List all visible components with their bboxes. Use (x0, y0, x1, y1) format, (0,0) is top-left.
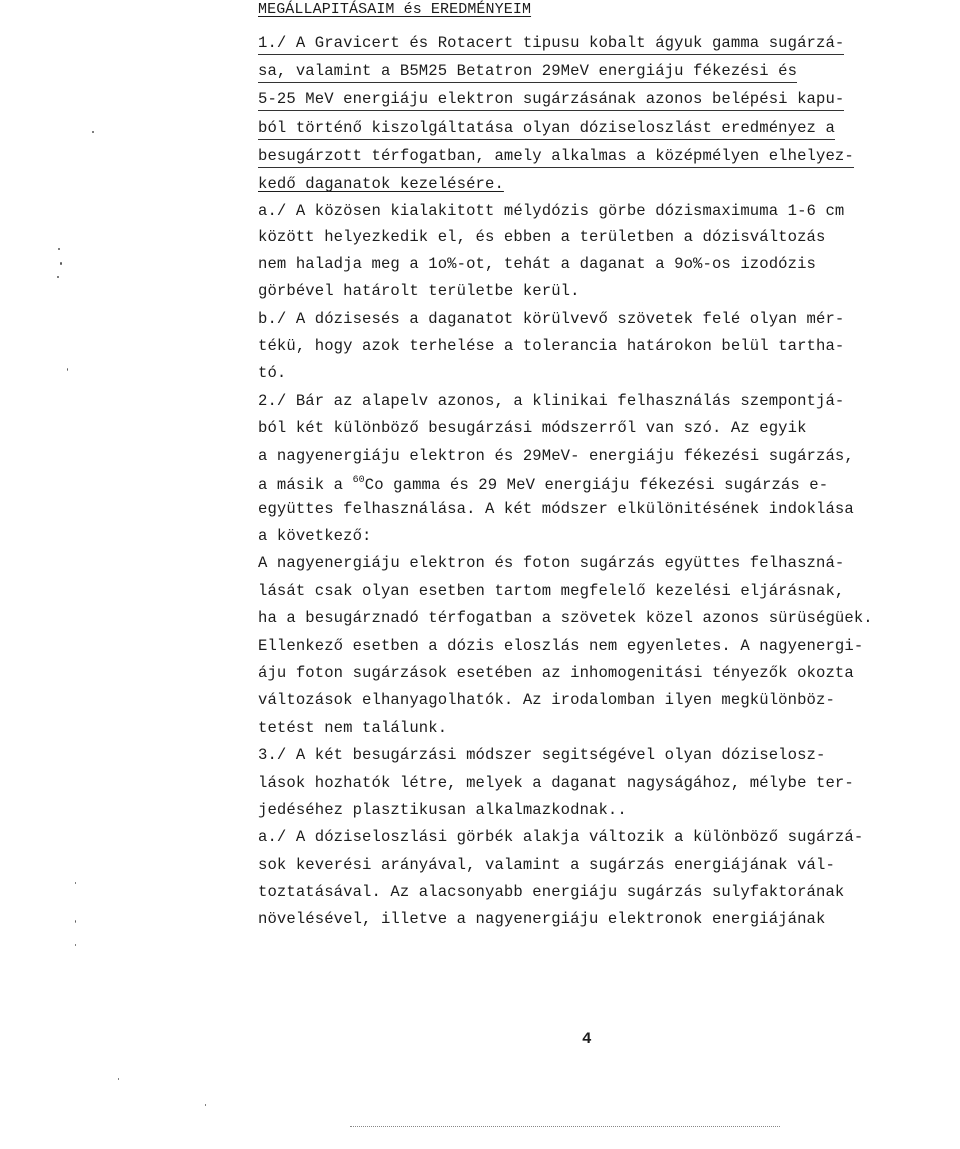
text-line: tó. (258, 364, 287, 382)
scan-speck (75, 920, 76, 923)
text-line: A nagyenergiáju elektron és foton sugárzás együttes felhaszná- (258, 554, 845, 572)
text-line: toztatásával. Az alacsonyabb energiáju sugárzás sulyfaktorának (258, 883, 845, 901)
text-line: 1./ A Gravicert és Rotacert tipusu kobalt ágyuk gamma sugárzá- (258, 33, 844, 55)
text-line: között helyezkedik el, és ebben a területben a dózisváltozás (258, 228, 826, 246)
text-line: lások hozhatók létre, melyek a daganat nagyságához, mélybe ter- (258, 774, 854, 792)
text-line: b./ A dózisesés a daganatot körülvevő szövetek felé olyan mér- (258, 310, 845, 328)
text-line: a./ A dóziseloszlási görbék alakja változik a különböző sugárzá- (258, 828, 864, 846)
text-line: 2./ Bár az alapelv azonos, a klinikai felhasználás szempontjá- (258, 392, 845, 410)
scan-speck (57, 276, 59, 278)
text-line: ból történő kiszolgáltatása olyan dóziseloszlást eredményez a (258, 118, 835, 140)
scan-speck (58, 248, 60, 250)
text-line: tékü, hogy azok terhelése a tolerancia határokon belül tartha- (258, 337, 845, 355)
text-line: változások elhanyagolhatók. Az irodalomban ilyen megkülönböz- (258, 691, 835, 709)
text-line: görbével határolt területbe kerül. (258, 282, 580, 300)
text-line: jedéséhez plasztikusan alkalmazkodnak.. (258, 801, 627, 819)
text-line: sa, valamint a B5M25 Betatron 29MeV energiáju fékezési és (258, 61, 797, 83)
scan-speck (75, 882, 76, 884)
scan-speck (205, 1104, 206, 1106)
text-line: együttes felhasználása. A két módszer elkülönitésének indoklása (258, 500, 854, 518)
text-line-isotope (258, 471, 828, 495)
text-line: kedő daganatok kezelésére. (258, 175, 504, 193)
text-line: a következő: (258, 527, 372, 545)
scan-speck (118, 1078, 119, 1080)
text-fragment: a másik a (258, 476, 353, 494)
page-number: 4 (582, 1030, 592, 1048)
scan-speck (75, 944, 76, 946)
text-line: a./ A közösen kialakitott mélydózis görbe dózismaximuma 1-6 cm (258, 202, 845, 220)
text-fragment: gamma és 29 MeV energiáju fékezési sugárzás e- (393, 476, 829, 494)
text-line: a nagyenergiáju elektron és 29MeV- energiáju fékezési sugárzás, (258, 447, 854, 465)
text-line: tetést nem találunk. (258, 719, 448, 737)
text-line: nem haladja meg a 1o%-ot, tehát a daganat a 9o%-os izodózis (258, 255, 817, 273)
section-heading: MEGÁLLAPITÁSAIM és EREDMÉNYEIM (258, 1, 532, 18)
text-line: áju foton sugárzások esetében az inhomogenitási tényezők okozta (258, 664, 854, 682)
text-line: besugárzott térfogatban, amely alkalmas a középmélyen elhelyez- (258, 146, 854, 168)
text-line: 5-25 MeV energiáju elektron sugárzásának azonos belépési kapu- (258, 89, 844, 111)
text-line: 3./ A két besugárzási módszer segitségével olyan dóziselosz- (258, 746, 826, 764)
scan-speck (67, 368, 68, 371)
scan-noise-row (350, 1126, 780, 1130)
text-line: Ellenkező esetben a dózis eloszlás nem egyenletes. A nagyenergi- (258, 637, 864, 655)
text-line: lását csak olyan esetben tartom megfelelő kezelési eljárásnak, (258, 582, 845, 600)
text-line: sok keverési arányával, valamint a sugárzás energiájának vál- (258, 856, 835, 874)
text-line: ból két különböző besugárzási módszerről van szó. Az egyik (258, 419, 807, 437)
text-line: növelésével, illetve a nagyenergiáju elektronok energiájának (258, 910, 826, 928)
scan-speck (60, 262, 62, 265)
text-line: ha a besugárznadó térfogatban a szövetek közel azonos sürüségüek. (258, 609, 873, 627)
scan-speck (92, 131, 94, 133)
isotope-mass-number: 60 (352, 475, 365, 486)
isotope-symbol: Co (364, 476, 394, 494)
